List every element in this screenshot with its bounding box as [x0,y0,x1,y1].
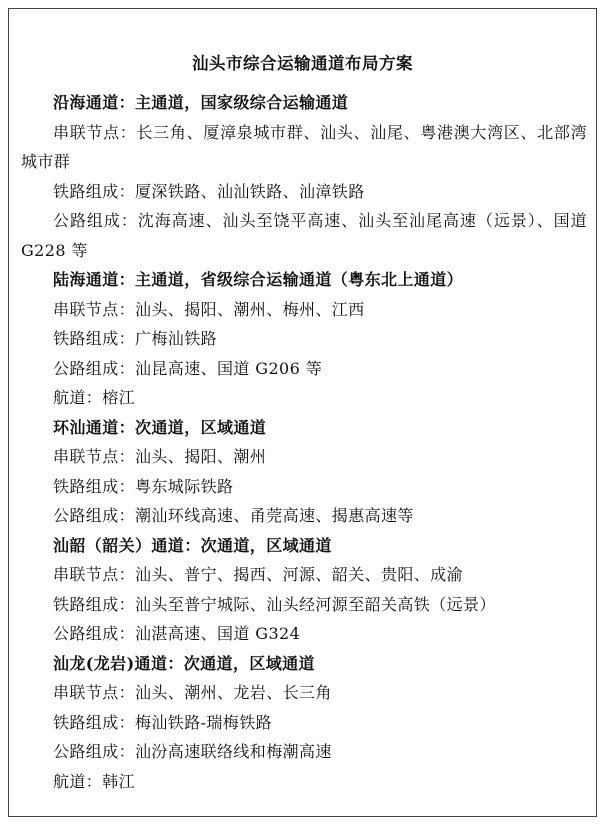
section-heading: 沿海通道：主通道，国家级综合运输通道 [53,93,349,112]
section-line: 串联节点：汕头、揭阳、潮州、梅州、江西 [53,299,365,319]
section-heading: 汕韶（韶关）通道：次通道，区域通道 [53,535,332,555]
section-line: 公路组成：汕汾高速联络线和梅潮高速 [53,742,332,761]
section-line: 公路组成：汕昆高速、国道 G206 等 [53,358,323,378]
section-heading: 汕龙(龙岩)通道：次通道，区域通道 [53,653,315,673]
section-line: 铁路组成：粤东城际铁路 [53,476,234,496]
section-line: 航道：韩江 [53,771,136,791]
section-line: 串联节点：汕头、揭阳、潮州 [53,447,267,466]
document-title: 汕头市综合运输通道布局方案 [192,54,413,73]
section-line: 铁路组成：广梅汕铁路 [53,329,218,348]
section-line: 串联节点：汕头、普宁、揭西、河源、韶关、贵阳、成渝 [53,565,464,584]
section-line: 串联节点：长三角、厦漳泉城市群、汕头、汕尾、粤港澳大湾区、北部湾城市群 [21,122,587,171]
section-line: 铁路组成：梅汕铁路-瑞梅铁路 [53,712,273,732]
document-body [21,88,587,796]
section-line: 串联节点：汕头、潮州、龙岩、长三角 [53,683,332,702]
section-line: 公路组成：汕湛高速、国道 G324 [53,624,301,643]
section-line: 铁路组成：厦深铁路、汕汕铁路、汕漳铁路 [53,181,365,201]
section-line: 航道：榕江 [53,388,136,407]
section-line: 公路组成：沈海高速、汕头至饶平高速、汕头至汕尾高速（远景）、国道 G228 等 [21,211,587,260]
section-heading: 环汕通道：次通道，区域通道 [53,417,267,437]
section-line: 铁路组成：汕头至普宁城际、汕头经河源至韶关高铁（远景） [53,594,496,614]
section-heading: 陆海通道：主通道，省级综合运输通道（粤东北上通道） [53,270,464,289]
section-line: 公路组成：潮汕环线高速、甬莞高速、揭惠高速等 [53,506,414,525]
